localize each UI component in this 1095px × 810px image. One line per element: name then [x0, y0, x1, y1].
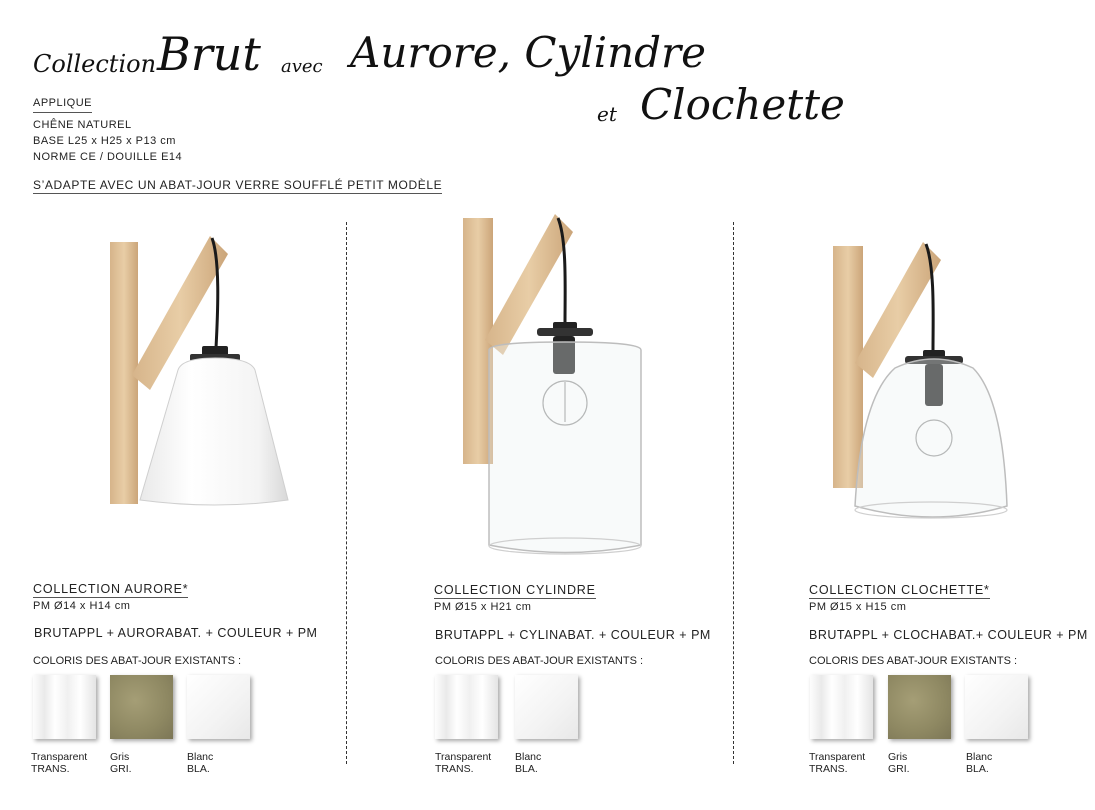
column-separator	[733, 222, 734, 764]
lamp-cylindre-image	[455, 210, 655, 560]
swatch-transparent	[810, 675, 873, 739]
title-avec: avec	[281, 56, 323, 77]
column-separator	[346, 222, 347, 764]
spec-norm: NORME CE / DOUILLE E14	[33, 151, 183, 163]
title-brut: Brut	[157, 27, 261, 81]
swatch-label: Transparent TRANS.	[31, 751, 88, 775]
swatch-blanc	[187, 675, 250, 739]
swatch-label: Transparent TRANS.	[435, 751, 492, 775]
swatch-gris	[110, 675, 173, 739]
collection-aurore-dims: PM Ø14 x H14 cm	[33, 600, 131, 612]
collection-clochette-dims: PM Ø15 x H15 cm	[809, 601, 907, 613]
title-collection: Collection	[33, 50, 157, 78]
spec-base-dimensions: BASE L25 x H25 x P13 cm	[33, 135, 176, 147]
collection-aurore-title: COLLECTION AURORE*	[33, 582, 189, 596]
title-aurore-cylindre: Aurore, Cylindre	[350, 28, 706, 77]
swatch-label: Blanc BLA.	[187, 751, 214, 775]
swatch-blanc	[965, 675, 1028, 739]
swatch-transparent	[435, 675, 498, 739]
collection-aurore-reference: BRUTAPPL + AURORABAT. + COULEUR + PM	[34, 626, 318, 640]
swatch-label: Gris GRI.	[110, 751, 132, 775]
title-clochette: Clochette	[640, 80, 845, 129]
lamp-clochette-image	[825, 238, 1025, 528]
title-et: et	[597, 102, 617, 126]
swatch-blanc	[515, 675, 578, 739]
spec-material: CHÊNE NATUREL	[33, 119, 132, 131]
collection-clochette-title: COLLECTION CLOCHETTE*	[809, 583, 990, 597]
category-label: APPLIQUE	[33, 95, 92, 113]
swatch-label: Blanc BLA.	[966, 751, 993, 775]
collection-cylindre-dims: PM Ø15 x H21 cm	[434, 601, 532, 613]
swatch-transparent	[33, 675, 96, 739]
collection-clochette-reference: BRUTAPPL + CLOCHABAT.+ COULEUR + PM	[809, 628, 1088, 642]
swatch-label: Blanc BLA.	[515, 751, 542, 775]
coloris-label: COLORIS DES ABAT-JOUR EXISTANTS :	[435, 655, 644, 667]
swatch-label: Gris GRI.	[888, 751, 910, 775]
coloris-label: COLORIS DES ABAT-JOUR EXISTANTS :	[33, 655, 242, 667]
coloris-label: COLORIS DES ABAT-JOUR EXISTANTS :	[809, 655, 1018, 667]
swatch-gris	[888, 675, 951, 739]
lamp-aurore-image	[100, 230, 300, 520]
compatibility-note: S’ADAPTE AVEC UN ABAT-JOUR VERRE SOUFFLÉ PETIT MODÈLE	[33, 178, 443, 192]
collection-cylindre-reference: BRUTAPPL + CYLINABAT. + COULEUR + PM	[435, 628, 711, 642]
collection-cylindre-title: COLLECTION CYLINDRE	[434, 583, 596, 597]
swatch-label: Transparent TRANS.	[809, 751, 866, 775]
